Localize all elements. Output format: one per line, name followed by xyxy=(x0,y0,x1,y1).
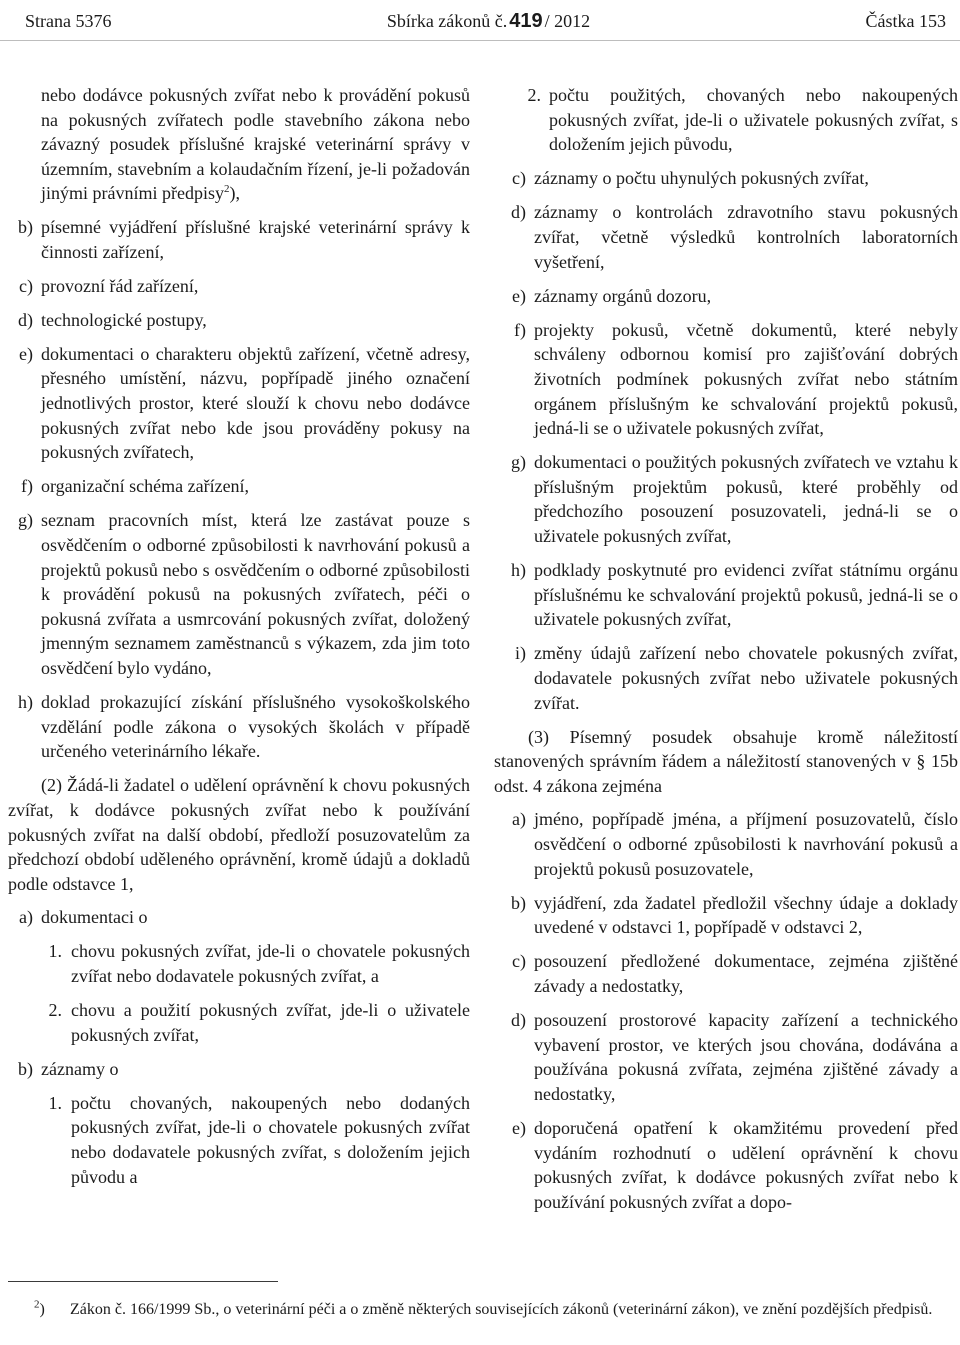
item-text: podklady poskytnuté pro evidenci zvířat státnímu orgánu příslušnému ke schvalování projektů pokusů, jedná-li se o uživatele pokusných zvířat, xyxy=(534,560,958,630)
sub-list-item xyxy=(8,998,470,1047)
list-item xyxy=(8,474,470,499)
item-label: 2. xyxy=(48,1000,62,1021)
list-item xyxy=(494,284,958,309)
item-text: posouzení předložené dokumentace, zejména zjištěné závady a nedostatky, xyxy=(534,951,958,996)
paragraph-3: (3) Písemný posudek obsahuje kromě náležitostí stanovených správním řádem a náležitostí stanovených v § 15b odst. 4 zákona zejména xyxy=(494,726,958,796)
item-text: doklad prokazující získání příslušného vysokoškolského vzdělání podle zákona o vysokých školách v případě určeného veterinárního lékaře. xyxy=(41,692,470,762)
item-label: b) xyxy=(18,216,33,237)
item-text: dokumentaci o použitých pokusných zvířatech ve vztahu k příslušným projektům pokusů, které proběhly od předchozího posouzení posuzovateli, jedná-li se o uživatele pokusných zvířat, xyxy=(534,452,958,546)
item-label: h) xyxy=(18,692,33,713)
page-header xyxy=(25,6,946,36)
law-year: / 2012 xyxy=(544,10,591,31)
item-text: seznam pracovních míst, která lze zastávat pouze s osvědčením o odborné způsobilosti k navrhování pokusů a projektů pokusů nebo s osvědčením o odborné způsobilosti k provádění pokusů na pokusných zvířatech, péči o pokusná zvířata a usmrcování pokusných zvířat, doložený jmenným seznamem zaměstnanců s výkazem, zda jim toto osvědčení bylo vydáno, xyxy=(41,510,470,678)
list-item xyxy=(494,200,958,274)
item-label: 1. xyxy=(48,1092,62,1113)
item-label: d) xyxy=(511,1010,526,1031)
item-text: počtu chovaných, nakoupených nebo dodaných pokusných zvířat, jde-li o chovatele pokusných zvířat nebo dodavatele pokusných zvířat, s doložením jejich původu a xyxy=(71,1092,470,1187)
item-text: chovu pokusných zvířat, jde-li o chovatele pokusných zvířat nebo dodavatele pokusných zvířat, a xyxy=(71,941,470,986)
item-text: posouzení prostorové kapacity zařízení a technického vybavení prostor, ve kterých jsou chována, dodávána a používána pokusná zvířata, zejména zjištěné závady a nedostatky, xyxy=(534,1010,958,1104)
list-item xyxy=(494,318,958,441)
item-text: počtu použitých, chovaných nebo nakoupených pokusných zvířat, jde-li o uživatele pokusných zvířat, s doložením jejich původu, xyxy=(549,85,958,155)
item-label: 2. xyxy=(527,85,541,105)
footnote-marker: $^2$) xyxy=(34,1298,45,1318)
item-text: vyjádření, zda žadatel předložil všechny údaje a doklady uvedené v odstavci 1, popřípadě v odstavci 2, xyxy=(534,892,958,938)
item-label: f) xyxy=(514,319,526,340)
item-label: d) xyxy=(511,202,526,223)
right-column xyxy=(494,83,958,1224)
item-label: e) xyxy=(512,1117,526,1138)
sub-list-item xyxy=(494,83,958,157)
footnote-text: Zákon č. 166/1999 Sb., o veterinární péči a o změně některých souvisejících zákonů (veterinární zákon), ve znění pozdějších předpisů. xyxy=(70,1301,933,1318)
list-item xyxy=(494,558,958,632)
list-item: b) záznamy o xyxy=(18,1058,119,1079)
header-divider xyxy=(0,40,960,41)
footnote xyxy=(34,1299,950,1321)
list-item xyxy=(8,215,470,264)
list-item xyxy=(494,807,958,881)
item-text: záznamy o kontrolách zdravotního stavu pokusných zvířat, včetně výsledků kontrolních laboratorních vyšetření, xyxy=(534,202,958,272)
part-number: Částka 153 xyxy=(865,10,946,31)
item-label: g) xyxy=(511,452,526,473)
list-item xyxy=(8,342,470,465)
list-item xyxy=(8,308,470,333)
item-text: organizační schéma zařízení, xyxy=(41,476,250,497)
item-label: c) xyxy=(512,951,526,972)
list-item xyxy=(494,641,958,715)
list-item xyxy=(8,690,470,764)
list-item xyxy=(494,450,958,548)
item-label: a) xyxy=(512,809,526,830)
continuation-text: nebo dodávce pokusných zvířat nebo k provádění pokusů na pokusných zvířatech podle stavebního zákona nebo závazný posudek příslušné krajské veterinární správy v územním, stavebním a kolaudačním řízení, je-li požadován jinými právními předpisy$^2$), xyxy=(41,85,470,204)
law-number: 419 xyxy=(509,9,543,32)
item-text: písemné vyjádření příslušné krajské veterinární správy k činnosti zařízení, xyxy=(41,216,470,262)
list-item: a) dokumentaci o xyxy=(19,907,148,928)
sub-list-item xyxy=(8,1091,470,1189)
item-label: h) xyxy=(511,560,526,581)
item-label: b) xyxy=(511,892,526,913)
item-label: c) xyxy=(512,168,526,189)
item-label: d) xyxy=(18,309,33,330)
left-column xyxy=(8,83,470,1199)
sub-list-item xyxy=(8,939,470,988)
item-label: e) xyxy=(19,343,33,364)
item-text: změny údajů zařízení nebo chovatele pokusných zvířat, dodavatele pokusných zvířat nebo uživatele pokusných zvířat. xyxy=(534,643,958,713)
list-item xyxy=(494,1116,958,1214)
item-text: dokumentaci o charakteru objektů zařízení, včetně adresy, přesného umístění, názvu, popřípadě jiného označení jednotlivých prostor, které slouží k chovu nebo dodávce pokusných zvířat nebo kde jsou prováděny pokusy na pokusných zvířatech, xyxy=(41,343,470,463)
collection-title: Sbírka zákonů č. 419 / 2012 xyxy=(386,9,591,32)
item-label: i) xyxy=(515,643,526,664)
footnote-ref[interactable]: 2 xyxy=(223,183,230,196)
item-text: provozní řád zařízení, xyxy=(41,275,199,296)
item-text: technologické postupy, xyxy=(41,309,207,330)
item-label: c) xyxy=(19,275,33,296)
list-item xyxy=(494,166,958,191)
item-label: f) xyxy=(21,476,33,497)
page-number: Strana 5376 xyxy=(25,10,112,31)
paragraph-2: (2) Žádá-li žadatel o udělení oprávnění k chovu pokusných zvířat, k dodávce pokusných zvířat nebo k používání pokusných zvířat na další období, předloží posuzovatelům za předchozí období uděleného oprávnění, kromě údajů a dokladů podle odstavce 1, xyxy=(8,775,470,894)
item-text: záznamy orgánů dozoru, xyxy=(534,285,712,306)
item-text: chovu a použití pokusných zvířat, jde-li o uživatele pokusných zvířat, xyxy=(71,1000,470,1045)
list-item xyxy=(494,1008,958,1106)
item-text: doporučená opatření k okamžitému provedení před vydáním rozhodnutí o udělení oprávnění k chovu pokusných zvířat, k dodávce pokusných zvířat nebo k používání pokusných zvířat a dopo- xyxy=(534,1117,958,1212)
item-text: záznamy o počtu uhynulých pokusných zvířat, xyxy=(534,168,869,189)
list-item xyxy=(8,274,470,299)
item-text: jméno, popřípadě jména, a příjmení posuzovatelů, číslo osvědčení o odborné způsobilosti k navrhování pokusů a projektů pokusů posuzovatele, xyxy=(534,809,958,879)
list-item xyxy=(494,891,958,940)
item-text: projekty pokusů, včetně dokumentů, které nebyly schváleny odbornou komisí pro zajišťování dobrých životních podmínek pokusných zvířat nebo státním orgánem příslušným ke schvalování projektů pokusů, jedná-li se o uživatele pokusných zvířat, xyxy=(534,319,958,439)
item-label: e) xyxy=(512,285,526,306)
list-item xyxy=(8,508,470,680)
item-label: 1. xyxy=(48,941,62,962)
list-item xyxy=(494,949,958,998)
footnote-divider xyxy=(8,1281,278,1282)
item-label: g) xyxy=(18,510,33,531)
